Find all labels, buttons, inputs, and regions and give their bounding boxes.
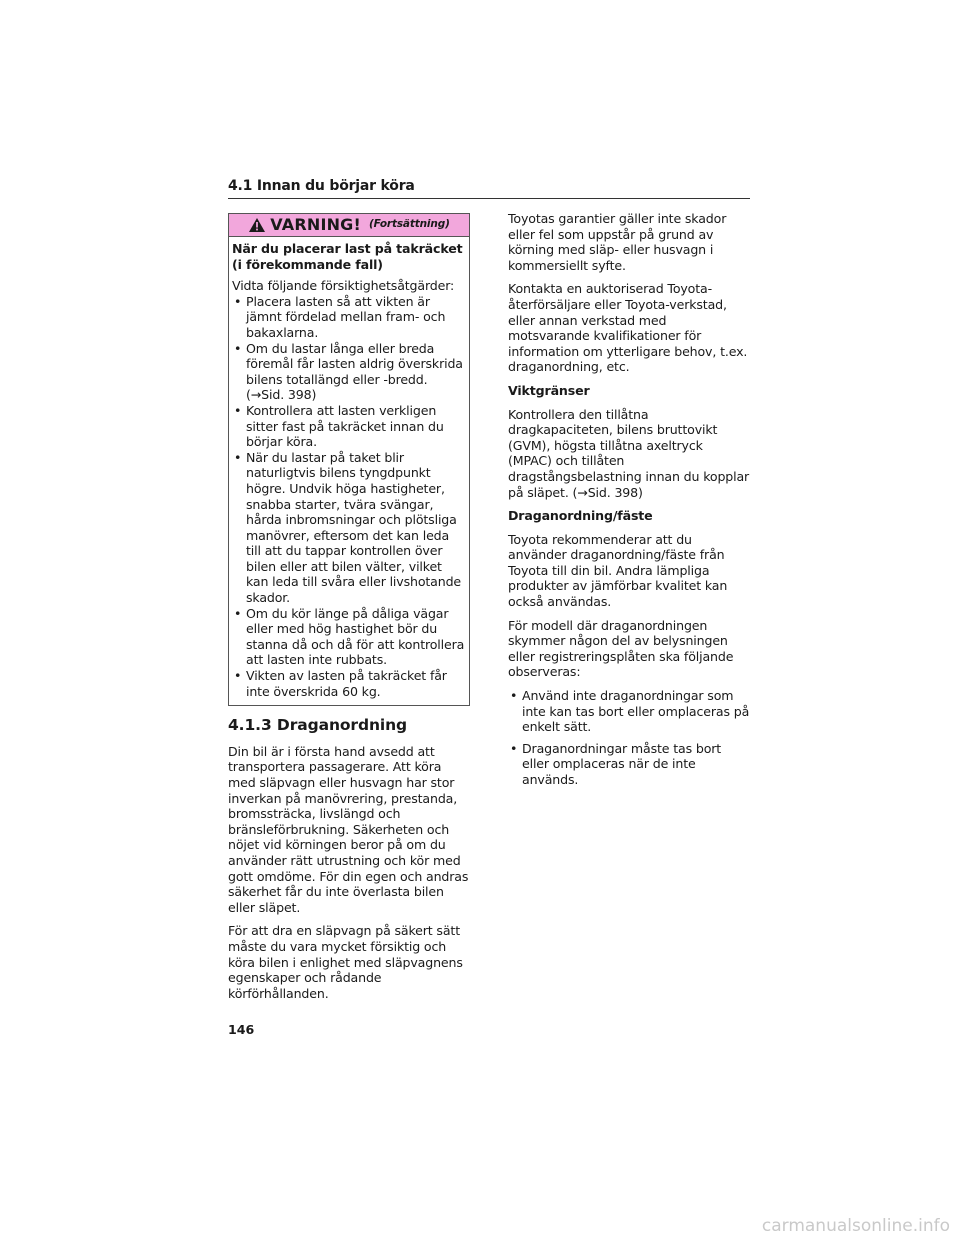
warning-list-item: • När du lastar på taket blir naturligtvis bilens tyngdpunkt högre. Undvik höga hastigheter, snabba starter, tvära svängar, hårda inbromsningar och plötsliga manövrer, eftersom det kan leda till att du tappar kontrollen över bilen eller att bilen välter, vilket kan leda till svåra eller livshotande skador. bbox=[232, 450, 465, 606]
paragraph: Toyotas garantier gäller inte skador eller fel som uppstår på grund av körning med släp- eller husvagn i kommersiellt syfte. bbox=[508, 211, 727, 273]
warning-body bbox=[229, 237, 469, 705]
warning-list-item: • Vikten av lasten på takräcket får inte överskrida 60 kg. bbox=[232, 668, 465, 699]
paragraph: Toyota rekommenderar att du använder draganordning/fäste från Toyota till din bil. Andra lämpliga produkter av jämförbar kvalitet kan också användas. bbox=[508, 531, 728, 610]
hitch-list-item: • Draganordningar måste tas bort eller omplaceras när de inte används. bbox=[508, 741, 750, 788]
warning-triangle-icon bbox=[248, 217, 266, 233]
paragraph: Din bil är i första hand avsedd att transportera passagerare. Att köra med släpvagn eller husvagn har stor inverkan på manövrering, prestanda, bromssträcka, livslängd och bränsleförbrukning. Säkerheten och nöjet vid körningen beror på om du använder rätt utrustning och kör med gott omdöme. För din egen och andras säkerhet får du inte överlasta bilen eller släpet. bbox=[228, 743, 469, 915]
page-number: 146 bbox=[228, 1022, 255, 1037]
section-header: 4.1 Innan du börjar köra bbox=[228, 178, 750, 199]
hitch-list-item: • Använd inte draganordningar som inte kan tas bort eller omplaceras på enkelt sätt. bbox=[508, 688, 750, 735]
warning-label: VARNING! bbox=[270, 215, 362, 235]
subheading-weight-limits: Viktgränser bbox=[508, 382, 590, 398]
warning-list-item: • Om du kör länge på dåliga vägar eller med hög hastighet bör du stanna då och då för att kontrollera att lasten inte rubbats. bbox=[232, 606, 465, 668]
paragraph: För att dra en släpvagn på säkert sätt måste du vara mycket försiktig och köra bilen i enlighet med släpvagnens egenskaper och rådande körförhållanden. bbox=[228, 923, 463, 1001]
paragraph: Kontakta en auktoriserad Toyota-återförsäljare eller Toyota-verkstad, eller annan verkstad med motsvarande kvalifikationer för information om ytterligare behov, t.ex. draganordning, etc. bbox=[508, 281, 748, 375]
warning-list bbox=[232, 294, 465, 699]
left-column bbox=[228, 213, 470, 1009]
warning-box bbox=[228, 213, 470, 706]
paragraph: För modell där draganordningen skymmer någon del av belysningen eller registreringsplåten ska följande observeras: bbox=[508, 617, 734, 680]
hitch-list bbox=[508, 688, 750, 788]
subheading-tow-hitch: Draganordning/fäste bbox=[508, 508, 653, 524]
warning-continued: (Fortsättning) bbox=[369, 218, 450, 231]
warning-title-bar bbox=[229, 214, 469, 237]
paragraph: Kontrollera den tillåtna dragkapaciteten, bilens bruttovikt (GVM), högsta tillåtna axeltryck (MPAC) och tillåten dragstångsbelastning innan du kopplar på släpet. (→Sid. 398) bbox=[508, 406, 750, 500]
warning-list-item: • Kontrollera att lasten verkligen sitter fast på takräcket innan du börjar köra. bbox=[232, 403, 465, 450]
subsection-title: 4.1.3 Draganordning bbox=[228, 716, 408, 735]
right-column bbox=[508, 211, 750, 794]
warning-heading: När du placerar last på takräcket (i förekommande fall) bbox=[232, 241, 463, 272]
watermark: carmanualsonline.info bbox=[761, 1216, 950, 1236]
warning-intro: Vidta följande försiktighetsåtgärder: bbox=[232, 278, 455, 294]
warning-list-item: • Om du lastar långa eller breda föremål får lasten aldrig överskrida bilens totallängd eller -bredd. (→Sid. 398) bbox=[232, 341, 465, 403]
warning-list-item: • Placera lasten så att vikten är jämnt fördelad mellan fram- och bakaxlarna. bbox=[232, 294, 465, 341]
